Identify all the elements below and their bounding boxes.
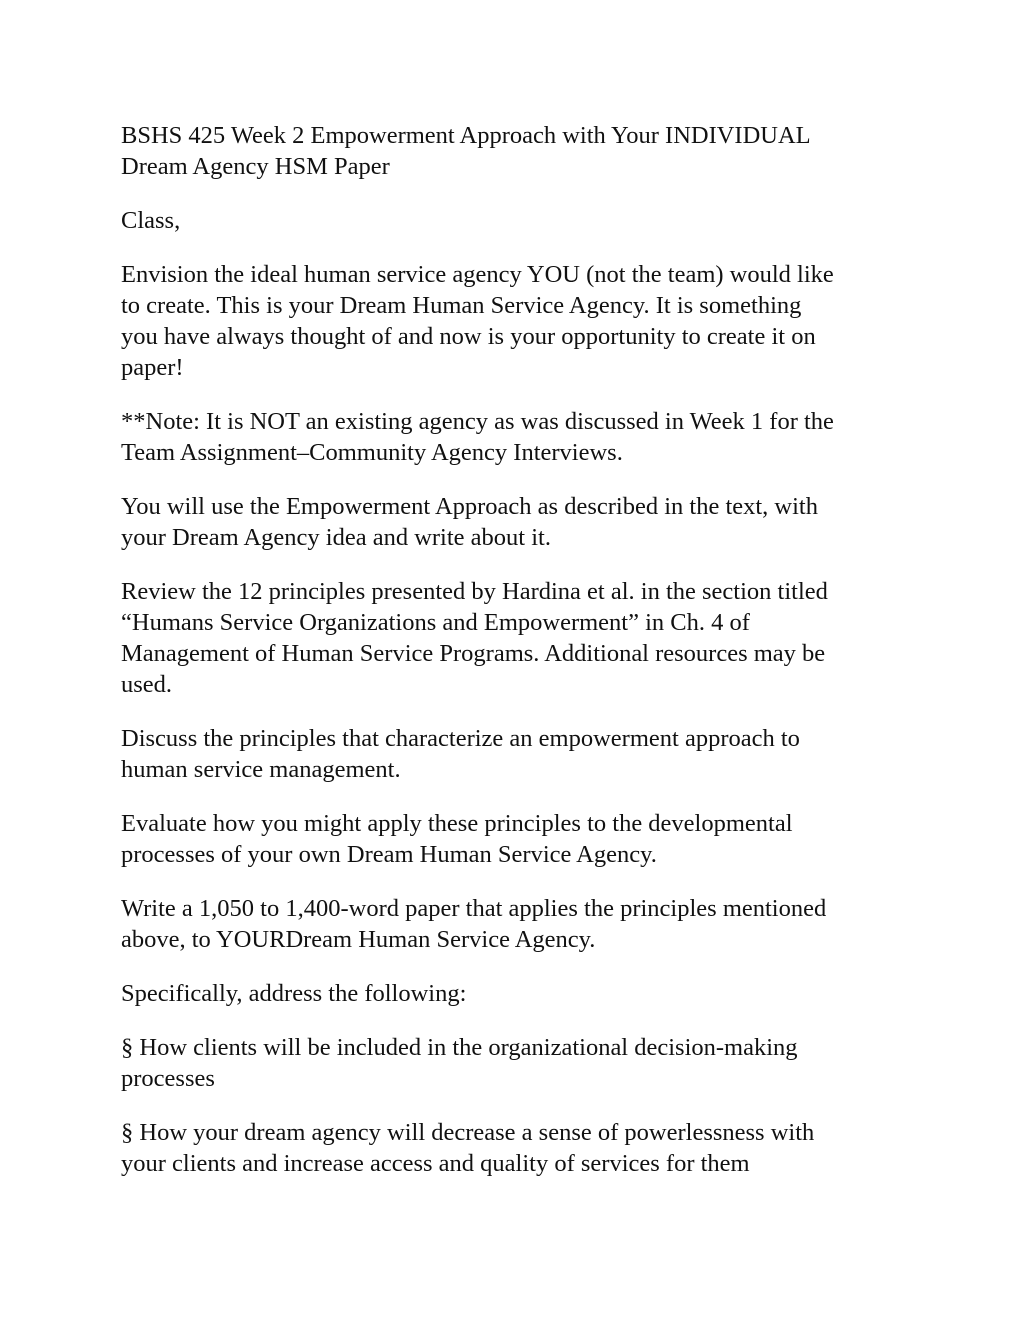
paragraph-discuss: [121, 723, 911, 785]
salutation: [121, 205, 911, 236]
document-title: [121, 120, 911, 182]
paragraph-line: § How your dream agency will decrease a sense of powerlessness with: [121, 1119, 815, 1146]
paragraph-line: Envision the ideal human service agency YOU (not the team) would like: [121, 261, 834, 288]
paragraph-line: Specifically, address the following:: [121, 980, 467, 1007]
list-item-powerlessness: [121, 1117, 911, 1179]
paragraph-line: processes of your own Dream Human Service Agency.: [121, 841, 657, 868]
paragraph-envision: [121, 259, 911, 383]
list-item-clients-decision-making: [121, 1032, 911, 1094]
paragraph-evaluate: [121, 808, 911, 870]
paragraph-line: Class,: [121, 207, 181, 234]
paragraph-line: used.: [121, 671, 173, 698]
paragraph-line: your clients and increase access and quality of services for them: [121, 1150, 750, 1177]
title-line: Dream Agency HSM Paper: [121, 153, 390, 180]
paragraph-line: Write a 1,050 to 1,400-word paper that applies the principles mentioned: [121, 895, 827, 922]
paragraph-line: Evaluate how you might apply these principles to the developmental: [121, 810, 793, 837]
paragraph-line: above, to YOURDream Human Service Agency.: [121, 926, 596, 953]
paragraph-line: Discuss the principles that characterize an empowerment approach to: [121, 725, 800, 752]
paragraph-line: § How clients will be included in the organizational decision-making: [121, 1034, 798, 1061]
paragraph-line: “Humans Service Organizations and Empowerment” in Ch. 4 of: [121, 609, 750, 636]
paragraph-line: **Note: It is NOT an existing agency as was discussed in Week 1 for the: [121, 408, 834, 435]
paragraph-line: to create. This is your Dream Human Service Agency. It is something: [121, 292, 802, 319]
document-body: [121, 120, 911, 1202]
paragraph-line: Team Assignment–Community Agency Interviews.: [121, 439, 623, 466]
paragraph-review: [121, 576, 911, 700]
paragraph-line: Management of Human Service Programs. Additional resources may be: [121, 640, 826, 667]
paragraph-line: You will use the Empowerment Approach as described in the text, with: [121, 493, 818, 520]
title-line: BSHS 425 Week 2 Empowerment Approach with Your INDIVIDUAL: [121, 122, 811, 149]
paragraph-note: [121, 406, 911, 468]
paragraph-line: Review the 12 principles presented by Hardina et al. in the section titled: [121, 578, 828, 605]
paragraph-line: human service management.: [121, 756, 401, 783]
paragraph-line: processes: [121, 1065, 215, 1092]
paragraph-line: paper!: [121, 354, 184, 381]
paragraph-line: your Dream Agency idea and write about it.: [121, 524, 551, 551]
paragraph-write: [121, 893, 911, 955]
paragraph-line: you have always thought of and now is your opportunity to create it on: [121, 323, 816, 350]
paragraph-specifically: [121, 978, 911, 1009]
paragraph-empowerment-approach: [121, 491, 911, 553]
